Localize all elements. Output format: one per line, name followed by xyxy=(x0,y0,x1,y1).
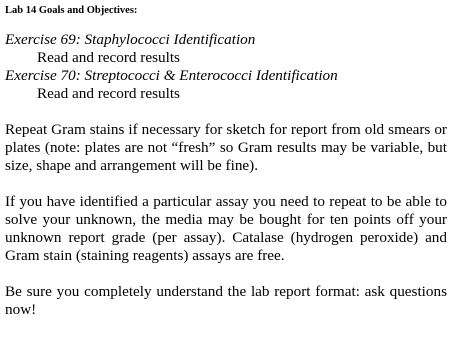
document-page xyxy=(5,0,447,319)
exercise-70-task: Read and record results xyxy=(37,85,180,102)
exercise-list xyxy=(5,31,447,103)
paragraph-gram-stains: Repeat Gram stains if necessary for sketch for report from old smears or plates (note: plates are not “fresh” so Gram results may be variable, but size, shape and arrangement will be fine). xyxy=(5,121,447,174)
paragraph-lab-report-format: Be sure you completely understand the lab report format: ask questions now! xyxy=(5,283,447,318)
exercise-70-title: Exercise 70: Streptococci & Enterococci Identification xyxy=(5,67,338,84)
paragraph-repeat-assay: If you have identified a particular assay you need to repeat to be able to solve your unknown, the media may be bought for ten points off your unknown report grade (per assay). Catalase (hydrogen peroxide) and Gram stain (staining reagents) assays are free. xyxy=(5,193,447,264)
exercise-69-title: Exercise 69: Staphylococci Identification xyxy=(5,31,256,48)
page-header: Lab 14 Goals and Objectives: xyxy=(5,5,138,16)
exercise-69-task: Read and record results xyxy=(37,49,180,66)
